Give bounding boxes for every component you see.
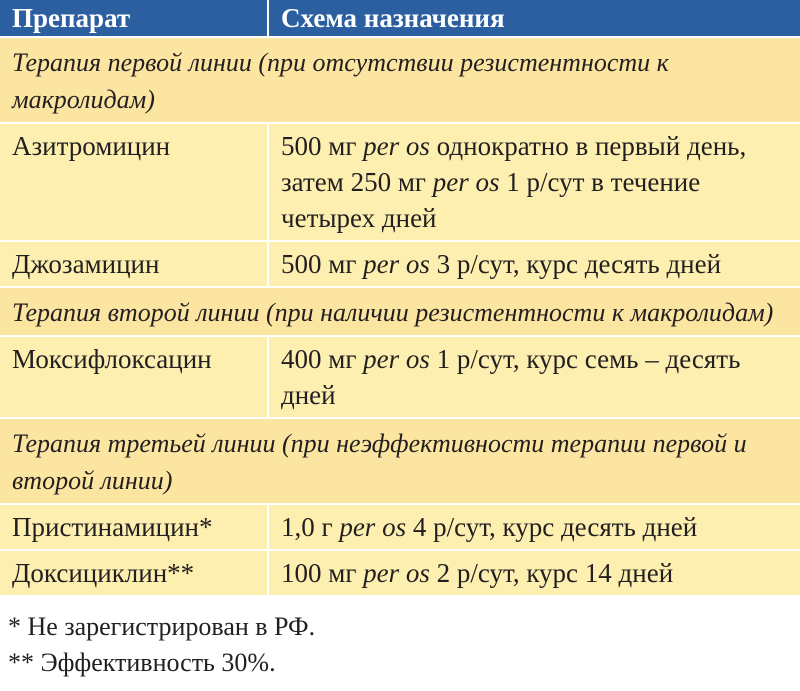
scheme-cell bbox=[268, 504, 800, 550]
scheme-text: 500 мг bbox=[281, 131, 364, 161]
table-row bbox=[0, 504, 800, 550]
scheme-text: 4 р/сут, курс десять дней bbox=[406, 512, 698, 542]
route-text: per os bbox=[363, 131, 430, 161]
section-row bbox=[0, 287, 800, 336]
section-title: Терапия второй линии (при наличии резистентности к макролидам) bbox=[0, 287, 800, 336]
scheme-cell bbox=[268, 123, 800, 241]
scheme-text: 3 р/сут, курс десять дней bbox=[429, 249, 722, 279]
scheme-text: 400 мг bbox=[281, 344, 364, 374]
scheme-text: 1,0 г bbox=[281, 512, 340, 542]
column-header-scheme: Схема назначения bbox=[268, 0, 800, 37]
scheme-cell bbox=[268, 550, 800, 595]
scheme-text: однократно в первый день, затем 250 мг bbox=[281, 131, 747, 197]
drug-cell: Азитромицин bbox=[0, 123, 268, 241]
section-row bbox=[0, 418, 800, 504]
table-row bbox=[0, 550, 800, 595]
section-title: Терапия третьей линии (при неэффективности терапии первой и второй линии) bbox=[0, 418, 800, 504]
drug-cell: Джозамицин bbox=[0, 241, 268, 287]
footnotes bbox=[0, 609, 800, 681]
section-title: Терапия первой линии (при отсутствии резистентности к макролидам) bbox=[0, 37, 800, 123]
section-row bbox=[0, 37, 800, 123]
table-header-row bbox=[0, 0, 800, 37]
footnote: * Не зарегистрирован в РФ. bbox=[8, 612, 316, 641]
column-header-drug: Препарат bbox=[0, 0, 268, 37]
drug-cell: Пристинамицин* bbox=[0, 504, 268, 550]
scheme-text: 1 р/сут, курс семь – десять дней bbox=[281, 344, 741, 410]
footnote: ** Эффективность 30%. bbox=[8, 648, 276, 677]
drug-cell: Моксифлоксацин bbox=[0, 336, 268, 418]
scheme-text: 100 мг bbox=[281, 558, 364, 588]
route-text: per os bbox=[339, 512, 407, 542]
scheme-text: 500 мг bbox=[281, 249, 364, 279]
drug-cell: Доксициклин** bbox=[0, 550, 268, 595]
route-text: per os bbox=[432, 167, 500, 197]
table-row bbox=[0, 123, 800, 241]
table-row bbox=[0, 241, 800, 287]
table-body bbox=[0, 37, 800, 595]
route-text: per os bbox=[363, 558, 430, 588]
table-row bbox=[0, 336, 800, 418]
scheme-cell bbox=[268, 241, 800, 287]
route-text: per os bbox=[363, 249, 430, 279]
scheme-cell bbox=[268, 336, 800, 418]
scheme-text: 1 р/сут в течение четырех дней bbox=[281, 167, 701, 233]
scheme-text: 2 р/сут, курс 14 дней bbox=[429, 558, 674, 588]
route-text: per os bbox=[363, 344, 430, 374]
